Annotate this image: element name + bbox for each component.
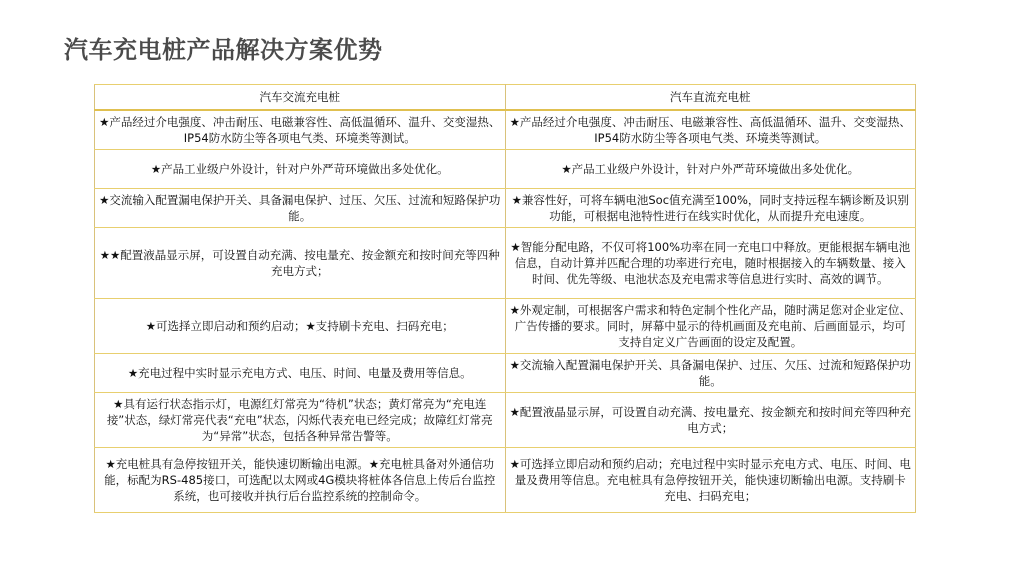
ac-cell: ★交流输入配置漏电保护开关、具备漏电保护、过压、欠压、过流和短路保护功能。 bbox=[95, 189, 506, 228]
table-row bbox=[95, 354, 916, 393]
ac-cell: ★充电桩具有急停按钮开关，能快速切断输出电源。★充电桩具备对外通信功能，标配为RS-485接口，可选配以太网或4G模块将桩体各信息上传后台监控系统，也可接收并执行后台监控系统的控制命令。 bbox=[95, 448, 506, 513]
comparison-table bbox=[94, 84, 916, 513]
ac-cell: ★可选择立即启动和预约启动；★支持刷卡充电、扫码充电； bbox=[95, 299, 506, 354]
page-title: 汽车充电桩产品解决方案优势 bbox=[64, 36, 383, 64]
ac-cell: ★产品经过介电强度、冲击耐压、电磁兼容性、高低温循环、温升、交变湿热、IP54防水防尘等各项电气类、环境类等测试。 bbox=[95, 110, 506, 150]
ac-cell: ★具有运行状态指示灯，电源红灯常亮为“待机”状态；黄灯常亮为“充电连接”状态，绿灯常亮代表“充电”状态，闪烁代表充电已经完成；故障红灯常亮为“异常”状态，包括各种异常告警等。 bbox=[95, 393, 506, 448]
table-row bbox=[95, 228, 916, 299]
table-header-row bbox=[95, 85, 916, 111]
table-row bbox=[95, 150, 916, 189]
table-row bbox=[95, 393, 916, 448]
dc-cell: ★配置液晶显示屏，可设置自动充满、按电量充、按金额充和按时间充等四种充电方式； bbox=[505, 393, 916, 448]
ac-cell: ★★配置液晶显示屏，可设置自动充满、按电量充、按金额充和按时间充等四种充电方式； bbox=[95, 228, 506, 299]
ac-cell: ★产品工业级户外设计，针对户外严苛环境做出多处优化。 bbox=[95, 150, 506, 189]
table-row bbox=[95, 189, 916, 228]
table-row bbox=[95, 110, 916, 150]
table-row bbox=[95, 448, 916, 513]
dc-cell: ★产品工业级户外设计，针对户外严苛环境做出多处优化。 bbox=[505, 150, 916, 189]
dc-cell: ★外观定制，可根据客户需求和特色定制个性化产品，随时满足您对企业定位、广告传播的要求。同时，屏幕中显示的待机画面及充电前、后画面显示，均可支持自定义广告画面的设定及配置。 bbox=[505, 299, 916, 354]
table-row bbox=[95, 299, 916, 354]
header-dc-charger: 汽车直流充电桩 bbox=[505, 85, 916, 111]
ac-cell: ★充电过程中实时显示充电方式、电压、时间、电量及费用等信息。 bbox=[95, 354, 506, 393]
dc-cell: ★可选择立即启动和预约启动；充电过程中实时显示充电方式、电压、时间、电量及费用等信息。充电桩具有急停按钮开关，能快速切断输出电源。支持刷卡充电、扫码充电； bbox=[505, 448, 916, 513]
dc-cell: ★兼容性好，可将车辆电池Soc值充满至100%，同时支持远程车辆诊断及识别功能，可根据电池特性进行在线实时优化，从而提升充电速度。 bbox=[505, 189, 916, 228]
dc-cell: ★产品经过介电强度、冲击耐压、电磁兼容性、高低温循环、温升、交变湿热、IP54防水防尘等各项电气类、环境类等测试。 bbox=[505, 110, 916, 150]
header-ac-charger: 汽车交流充电桩 bbox=[95, 85, 506, 111]
dc-cell: ★智能分配电路，不仅可将100%功率在同一充电口中释放。更能根据车辆电池信息，自动计算并匹配合理的功率进行充电，随时根据接入的车辆数量、接入时间、优先等级、电池状态及充电需求等信息进行实时、高效的调节。 bbox=[505, 228, 916, 299]
dc-cell: ★交流输入配置漏电保护开关、具备漏电保护、过压、欠压、过流和短路保护功能。 bbox=[505, 354, 916, 393]
